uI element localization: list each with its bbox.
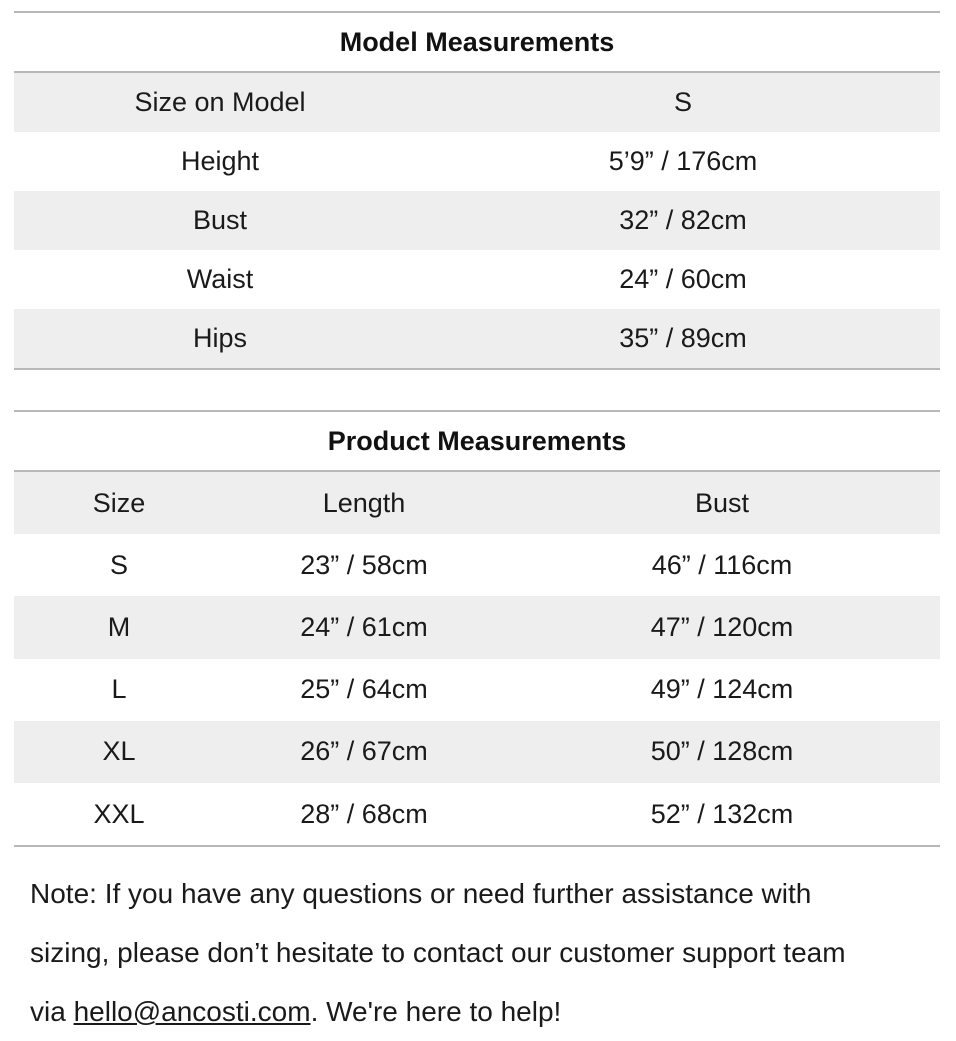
note-prefix: via xyxy=(30,996,74,1027)
table-row xyxy=(14,73,940,132)
product-table-title: Product Measurements xyxy=(327,426,627,456)
table-row xyxy=(14,309,940,368)
size-cell: XXL xyxy=(93,798,145,829)
size-cell: L xyxy=(111,674,127,705)
table-bottom-rule xyxy=(14,368,940,370)
bust-cell: 49” / 124cm xyxy=(650,674,794,705)
table-row xyxy=(14,596,940,658)
product-measurements-table xyxy=(14,410,940,847)
model-measurements-table xyxy=(14,11,940,370)
row-label: Waist xyxy=(186,264,254,294)
column-header-length: Length xyxy=(322,487,406,518)
note-suffix: . We're here to help! xyxy=(310,996,562,1027)
size-cell: S xyxy=(109,549,128,580)
table-row xyxy=(14,191,940,250)
column-header-bust: Bust xyxy=(694,487,750,518)
bust-cell: 47” / 120cm xyxy=(650,611,794,642)
row-value: 32” / 82cm xyxy=(619,205,747,235)
table-row xyxy=(14,132,940,191)
table-row xyxy=(14,783,940,845)
column-header-size: Size xyxy=(92,487,146,518)
support-email-link[interactable]: hello@ancosti.com xyxy=(73,996,311,1027)
bust-cell: 50” / 128cm xyxy=(650,736,794,767)
size-cell: M xyxy=(107,611,131,642)
table-row xyxy=(14,250,940,309)
note-line-3 xyxy=(30,982,930,1041)
length-cell: 23” / 58cm xyxy=(300,549,428,580)
row-label: Size on Model xyxy=(134,87,306,117)
table-bottom-rule xyxy=(14,845,940,847)
table-row xyxy=(14,721,940,783)
length-cell: 25” / 64cm xyxy=(300,674,428,705)
bust-cell: 52” / 132cm xyxy=(650,798,794,829)
length-cell: 28” / 68cm xyxy=(300,798,428,829)
bust-cell: 46” / 116cm xyxy=(651,549,793,580)
row-label: Hips xyxy=(192,323,247,353)
table-header-row xyxy=(14,472,940,534)
note-line-2: sizing, please don’t hesitate to contact our customer support team xyxy=(30,937,846,968)
table-row xyxy=(14,659,940,721)
row-value: S xyxy=(673,87,692,117)
size-cell: XL xyxy=(102,736,136,767)
row-value: 5’9” / 176cm xyxy=(608,146,758,176)
length-cell: 26” / 67cm xyxy=(300,736,428,767)
note-line-1: Note: If you have any questions or need further assistance with xyxy=(30,878,812,909)
row-label: Height xyxy=(180,146,260,176)
model-table-title: Model Measurements xyxy=(339,27,615,57)
row-value: 35” / 89cm xyxy=(619,323,747,353)
length-cell: 24” / 61cm xyxy=(300,611,428,642)
row-label: Bust xyxy=(192,205,248,235)
sizing-note xyxy=(30,864,930,1041)
row-value: 24” / 60cm xyxy=(619,264,747,294)
table-row xyxy=(14,534,940,596)
